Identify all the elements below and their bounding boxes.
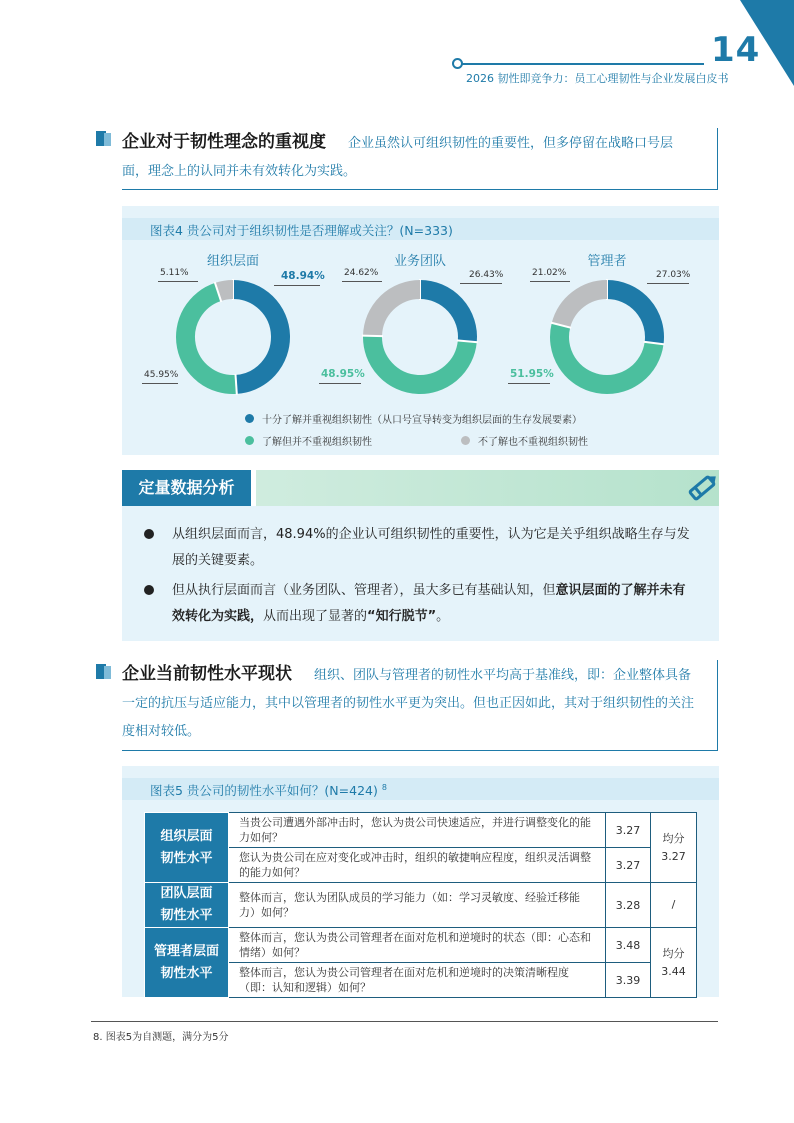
legend-label-1: 十分了解并重视组织韧性（从口号宣导转变为组织层面的生存发展要素） xyxy=(262,415,582,426)
score-cell: 3.27 xyxy=(606,813,651,848)
question-cell: 当贵公司遭遇外部冲击时，您认为贵公司快速适应，并进行调整变化的能力如何？ xyxy=(229,813,606,848)
analysis-bullet-2 xyxy=(144,578,699,630)
slice-gray xyxy=(218,290,233,292)
row-header-mgr xyxy=(145,928,229,998)
slice-teal xyxy=(560,325,655,384)
leader-line xyxy=(158,281,198,282)
slice-blue xyxy=(607,290,655,344)
legend-label-3: 不了解也不重视组织韧性 xyxy=(478,437,588,448)
section-importance xyxy=(122,128,718,190)
bullet-text: 。 xyxy=(436,609,450,624)
row-header-line: 韧性水平 xyxy=(160,908,213,923)
row-header-line: 管理者层面 xyxy=(153,943,219,959)
bullet-text: 从而出现了显著的 xyxy=(263,609,368,624)
leader-line xyxy=(342,281,382,282)
average-value: 3.27 xyxy=(661,849,686,863)
leader-line xyxy=(142,383,178,384)
row-header-team xyxy=(145,883,229,928)
donut-title-mgr: 管理者 xyxy=(587,254,627,269)
donut-title-org: 组织层面 xyxy=(206,254,259,269)
data-label-mgr-teal: 51.95% xyxy=(510,368,554,380)
bullet-emphasis: 效转化为实践， xyxy=(172,609,264,624)
leader-line xyxy=(460,283,502,284)
footnote-ref: 8 xyxy=(381,782,387,792)
data-label-team-gray: 24.62% xyxy=(344,268,379,278)
figure5-title xyxy=(150,781,387,799)
section-lead: 组织、团队与管理者的韧性水平均高于基准线，即：企业整体具备 xyxy=(314,668,692,683)
running-title: 2026 韧性即竞争力：员工心理韧性与企业发展白皮书 xyxy=(466,72,729,85)
score-cell: 3.48 xyxy=(606,928,651,963)
legend-label-2: 了解但并不重视组织韧性 xyxy=(262,437,372,448)
data-label-org-blue: 48.94% xyxy=(281,270,325,282)
bullet-text: 从组织层面而言，48.94%的企业认可组织韧性的重要性，认为它是关乎组织战略生存与发 xyxy=(172,527,690,542)
section-title: 企业当前韧性水平现状 xyxy=(122,664,292,684)
average-cell: / xyxy=(651,883,697,928)
section-text: 一定的抗压与适应能力，其中以管理者的韧性水平更为突出。但也正因如此，其对于组织韧性的关注 xyxy=(122,696,695,711)
data-label-org-gray: 5.11% xyxy=(160,268,189,278)
question-cell: 您认为贵公司在应对变化或冲击时，组织的敏捷响应程度，组织灵活调整的能力如何？ xyxy=(229,848,606,883)
footnote: 8. 图表5为自测题，满分为5分 xyxy=(93,1032,229,1043)
leader-line xyxy=(530,281,570,282)
question-cell: 整体而言，您认为贵公司管理者在面对危机和逆境时的决策清晰程度（即：认知和逻辑）如何？ xyxy=(229,963,606,998)
section-bullet-icon xyxy=(96,131,111,146)
average-cell xyxy=(651,928,697,998)
slice-blue xyxy=(233,290,281,385)
table-row xyxy=(145,883,697,928)
row-header-org xyxy=(145,813,229,883)
donut-chart-team xyxy=(360,277,480,397)
header-dot xyxy=(452,58,463,69)
figure5-title-text: 图表5 贵公司的韧性水平如何？(N=424) xyxy=(150,783,378,798)
analysis-box xyxy=(122,470,719,641)
section-lead: 企业虽然认可组织韧性的重要性，但多停留在战略口号层 xyxy=(348,136,674,151)
data-label-team-blue: 26.43% xyxy=(469,270,504,280)
analysis-heading: 定量数据分析 xyxy=(122,470,251,506)
bullet-text: 但从执行层面而言（业务团队、管理者），虽大多已有基础认知，但 xyxy=(172,583,556,598)
row-header-line: 韧性水平 xyxy=(160,965,213,981)
slice-blue xyxy=(420,290,468,342)
legend-swatch-blue xyxy=(245,414,254,423)
leader-line xyxy=(508,383,550,384)
row-header-line: 组织层面 xyxy=(160,828,213,844)
slice-gray xyxy=(561,290,607,326)
legend-item-2 xyxy=(245,433,372,448)
legend-item-3 xyxy=(461,433,588,448)
leader-line xyxy=(319,383,361,384)
bullet-text: 展的关键要素。 xyxy=(172,553,264,568)
section-text: 度相对较低。 xyxy=(122,724,201,739)
bullet-icon xyxy=(144,585,154,595)
slice-separator xyxy=(362,336,383,337)
score-cell: 3.39 xyxy=(606,963,651,998)
donut-chart-org xyxy=(173,277,293,397)
question-cell: 整体而言，您认为团队成员的学习能力（如：学习灵敏度、经验迁移能力）如何？ xyxy=(229,883,606,928)
donut-title-team: 业务团队 xyxy=(393,254,446,269)
section-title: 企业对于韧性理念的重视度 xyxy=(122,132,326,152)
legend-swatch-teal xyxy=(245,436,254,445)
slice-teal xyxy=(373,336,468,385)
legend-swatch-gray xyxy=(461,436,470,445)
donut-chart-mgr xyxy=(547,277,667,397)
slice-gray xyxy=(373,290,420,336)
leader-line xyxy=(647,283,689,284)
row-header-line: 团队层面 xyxy=(160,886,213,901)
leader-line xyxy=(274,285,320,286)
question-cell: 整体而言，您认为贵公司管理者在面对危机和逆境时的状态（即：心态和情绪）如何？ xyxy=(229,928,606,963)
figure4-title: 图表4 贵公司对于组织韧性是否理解或关注？(N=333) xyxy=(150,223,453,238)
slice-teal xyxy=(185,292,236,385)
average-label: 均分 xyxy=(662,946,685,960)
bullet-emphasis: 意识层面的了解并未有 xyxy=(555,583,686,598)
score-cell: 3.28 xyxy=(606,883,651,928)
header-rule xyxy=(458,63,704,65)
section-text: 面，理念上的认同并未有效转化为实践。 xyxy=(122,164,357,179)
average-value: 3.44 xyxy=(661,964,686,978)
data-label-mgr-blue: 27.03% xyxy=(656,270,691,280)
average-cell xyxy=(651,813,697,883)
table-row xyxy=(145,813,697,848)
data-label-org-teal: 45.95% xyxy=(144,370,179,380)
figure4-panel xyxy=(122,206,719,455)
heading-divider xyxy=(251,470,256,506)
average-label: 均分 xyxy=(662,831,685,845)
bullet-icon xyxy=(144,529,154,539)
data-label-mgr-gray: 21.02% xyxy=(532,268,567,278)
section-bullet-icon xyxy=(96,664,111,679)
legend-item-1 xyxy=(245,411,582,426)
slice-separator xyxy=(235,374,236,395)
page-number: 14 xyxy=(711,30,761,70)
pencil-icon xyxy=(684,472,720,504)
section-current-level xyxy=(122,660,718,751)
footnote-rule xyxy=(91,1021,718,1022)
row-header-line: 韧性水平 xyxy=(160,850,213,866)
bullet-emphasis: “知行脱节” xyxy=(367,609,437,624)
analysis-bullet-1 xyxy=(144,522,699,574)
table-row xyxy=(145,928,697,963)
data-label-team-teal: 48.95% xyxy=(321,368,365,380)
score-cell: 3.27 xyxy=(606,848,651,883)
resilience-table xyxy=(144,812,697,998)
